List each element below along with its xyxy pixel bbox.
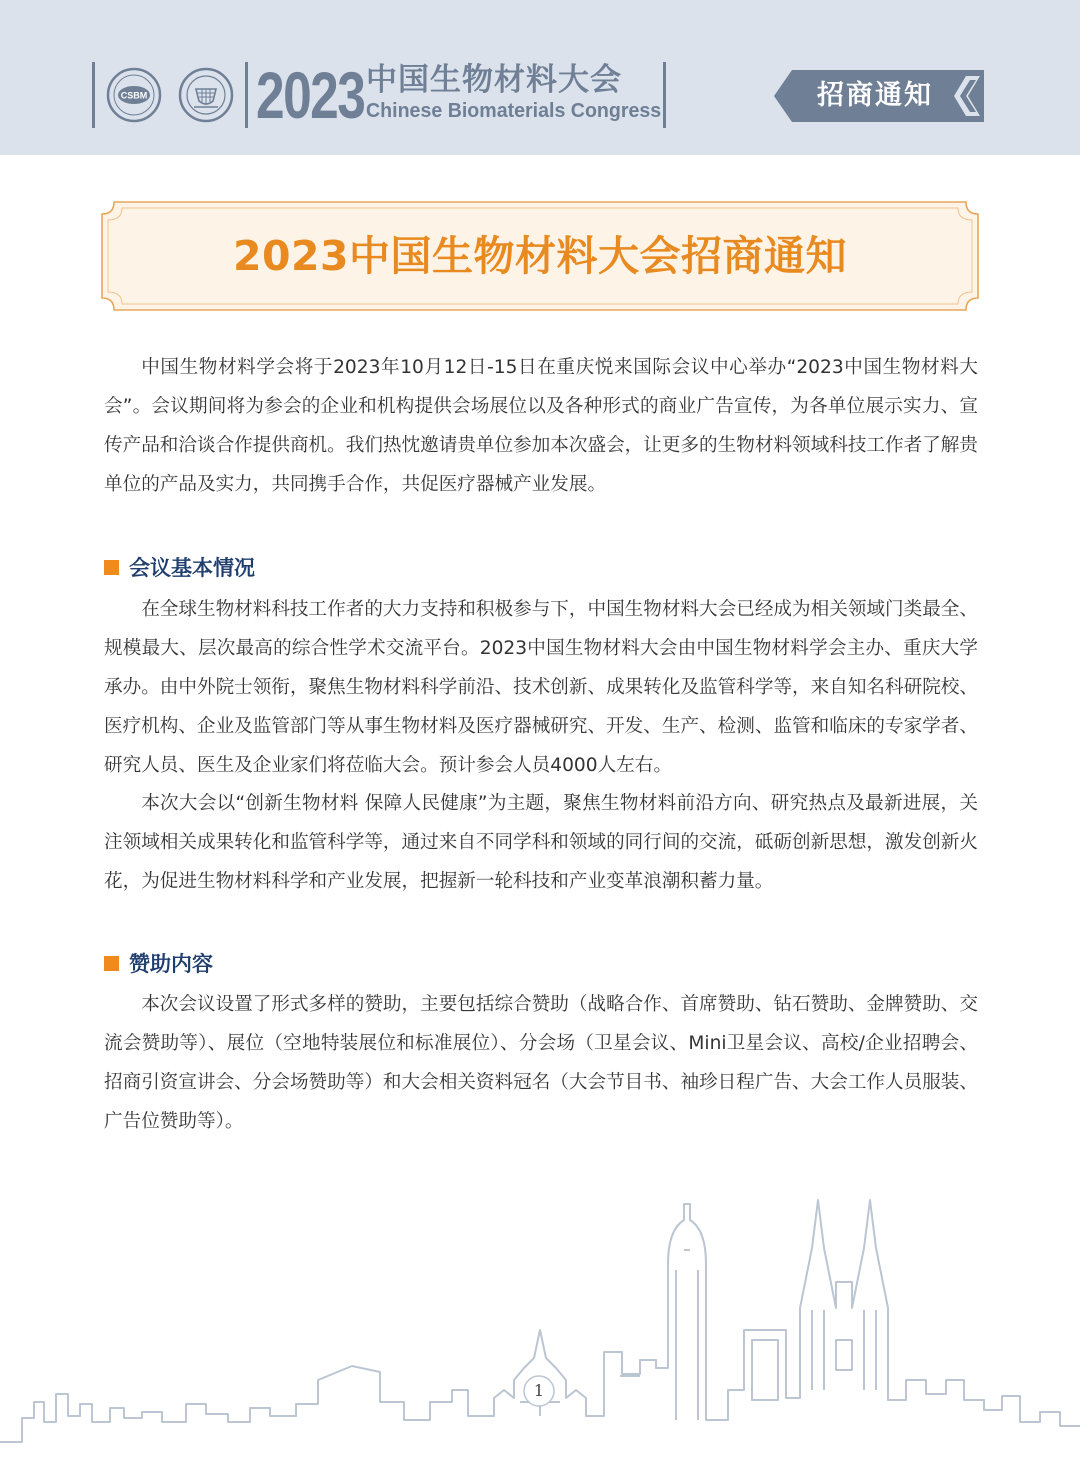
section-heading-basic-info — [104, 552, 255, 582]
header-divider-left — [92, 62, 95, 128]
congress-name-en: Chinese Biomaterials Congress — [366, 100, 662, 122]
intro-paragraph: 中国生物材料学会将于2023年10月12日-15日在重庆悦来国际会议中心举办“2023中国生物材料大会”。会议期间将为参会的企业和机构提供会场展位以及各种形式的商业广告宣传，为各单位展示实力、宣传产品和洽谈合作提供商机。我们热忱邀请贵单位参加本次盛会，让更多的生物材料领域科技工作者了解贵单位的产品及实力，共同携手合作，共促医疗器械产业发展。 — [104, 357, 978, 495]
section-title: 赞助内容 — [129, 952, 213, 976]
csbm-logo — [106, 67, 162, 123]
notice-tab-label: 招商通知 — [817, 80, 933, 111]
sponsorship-paragraph: 本次会议设置了形式多样的赞助，主要包括综合赞助（战略合作、首席赞助、钻石赞助、金牌赞助、交流会赞助等）、展位（空地特装展位和标准展位）、分会场（卫星会议、Mini卫星会议、高校/企业招聘会、招商引资宣讲会、分会场赞助等）和大会相关资料冠名（大会节目书、袖珍日程广告、大会工作人员服装、广告位赞助等）。 — [104, 994, 978, 1132]
city-skyline-illustration — [0, 1190, 1080, 1465]
section-title: 会议基本情况 — [129, 556, 255, 580]
university-seal-logo — [178, 67, 234, 123]
heading-square-icon — [104, 560, 119, 575]
csbm-logo-text: CSBM — [120, 90, 148, 101]
header-band — [0, 0, 1080, 155]
page-number: 1 — [533, 1381, 545, 1400]
header-divider-mid — [245, 62, 248, 128]
congress-name-cn: 中国生物材料大会 — [366, 62, 622, 98]
congress-year: 2023 — [256, 58, 365, 132]
page-title: 2023中国生物材料大会招商通知 — [232, 232, 848, 280]
basic-info-paragraph-2: 本次大会以“创新生物材料 保障人民健康”为主题，聚焦生物材料前沿方向、研究热点及最新进展，关注领域相关成果转化和监管科学等，通过来自不同学科和领域的同行间的交流，砥砺创新思想，激发创新火花，为促进生物材料科学和产业发展，把握新一轮科技和产业变革浪潮积蓄力量。 — [104, 793, 978, 892]
section-heading-sponsorship — [104, 948, 213, 978]
basic-info-paragraph-1: 在全球生物材料科技工作者的大力支持和积极参与下，中国生物材料大会已经成为相关领域门类最全、规模最大、层次最高的综合性学术交流平台。2023中国生物材料大会由中国生物材料学会主办、重庆大学承办。由中外院士领衔，聚焦生物材料科学前沿、技术创新、成果转化及监管科学等，来自知名科研院校、医疗机构、企业及监管部门等从事生物材料及医疗器械研究、开发、生产、检测、监管和临床的专家学者、研究人员、医生及企业家们将莅临大会。预计参会人员4000人左右。 — [104, 599, 978, 776]
header-divider-right — [663, 62, 666, 128]
heading-square-icon — [104, 956, 119, 971]
